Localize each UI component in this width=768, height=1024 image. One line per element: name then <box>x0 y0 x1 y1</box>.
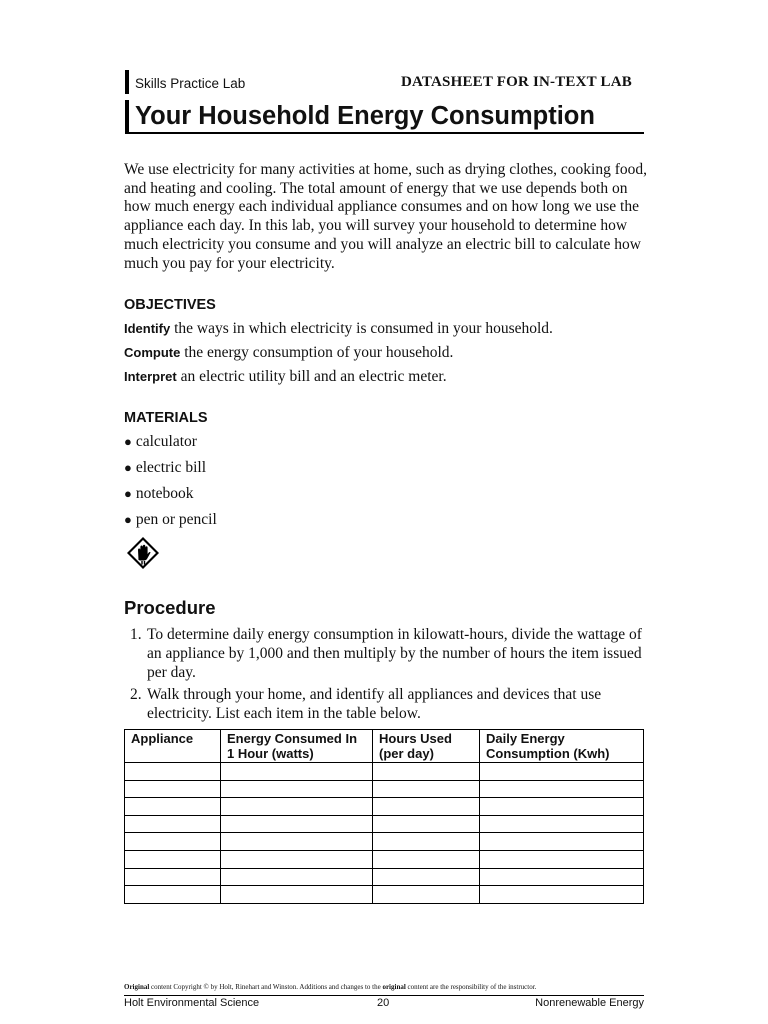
materials-heading: MATERIALS <box>124 410 208 426</box>
material-item <box>124 485 194 503</box>
column-header: Daily Energy Consumption (Kwh) <box>480 730 644 763</box>
table-cell[interactable] <box>125 886 221 904</box>
table-cell[interactable] <box>221 833 373 851</box>
material-label: notebook <box>135 485 194 502</box>
copyright-emphasis: original <box>382 983 406 991</box>
table-cell[interactable] <box>480 886 644 904</box>
table-cell[interactable] <box>373 850 480 868</box>
table-cell[interactable] <box>480 763 644 781</box>
material-item <box>124 433 197 451</box>
objective-verb: Interpret <box>124 369 177 384</box>
objective-item <box>124 368 447 386</box>
step-number: 1. <box>130 626 142 643</box>
table-header-row <box>125 730 644 763</box>
material-item <box>124 459 206 477</box>
column-header: Energy Consumed In 1 Hour (watts) <box>221 730 373 763</box>
table-cell[interactable] <box>221 868 373 886</box>
copyright-note <box>124 983 536 991</box>
table-cell[interactable] <box>125 850 221 868</box>
table-cell[interactable] <box>480 850 644 868</box>
table-cell[interactable] <box>125 868 221 886</box>
footer-chapter-title: Nonrenewable Energy <box>535 997 644 1009</box>
table-cell[interactable] <box>221 780 373 798</box>
intro-paragraph: We use electricity for many activities at home, such as drying clothes, cooking food, and heating and cooling. The total amount of energy that we use depends both on how much energy each individual appliance consumes and on how long we use the appliance each day. In this lab, you will survey your household to determine how much electricity you consume and you will analyze an electric bill to calculate how much you pay for your electricity. <box>124 161 648 272</box>
bullet-icon: ● <box>124 512 132 527</box>
energy-table <box>124 729 644 904</box>
objective-text: the energy consumption of your household. <box>180 344 454 361</box>
table-cell[interactable] <box>373 798 480 816</box>
objective-item <box>124 320 553 338</box>
table-row <box>125 780 644 798</box>
table-body <box>125 763 644 904</box>
bullet-icon: ● <box>124 460 132 475</box>
title-rule <box>125 132 644 134</box>
table-cell[interactable] <box>480 833 644 851</box>
bullet-icon: ● <box>124 486 132 501</box>
objective-text: an electric utility bill and an electric meter. <box>176 368 447 385</box>
table-cell[interactable] <box>480 815 644 833</box>
column-header: Appliance <box>125 730 221 763</box>
copyright-text: content Copyright © by Holt, Rinehart and Winston. Additions and changes to the <box>149 983 383 991</box>
footer-book-title: Holt Environmental Science <box>124 997 260 1009</box>
objectives-heading: OBJECTIVES <box>124 297 216 313</box>
table-cell[interactable] <box>125 763 221 781</box>
table-cell[interactable] <box>125 833 221 851</box>
table-cell[interactable] <box>480 780 644 798</box>
table-cell[interactable] <box>373 780 480 798</box>
datasheet-label: DATASHEET FOR IN-TEXT LAB <box>400 74 632 90</box>
table-cell[interactable] <box>221 850 373 868</box>
table-row <box>125 798 644 816</box>
title-bar-mark <box>125 100 129 134</box>
step-text: To determine daily energy consumption in kilowatt-hours, divide the wattage of an appliance by 1,000 and then multiply by the number of hours the item issued per day. <box>147 626 642 681</box>
procedure-step <box>130 685 650 723</box>
table-cell[interactable] <box>373 815 480 833</box>
table-cell[interactable] <box>373 763 480 781</box>
step-number: 2. <box>130 686 142 703</box>
table-cell[interactable] <box>125 815 221 833</box>
hand-safety-icon <box>126 536 160 570</box>
header-bar-mark <box>125 70 129 94</box>
objective-verb: Identify <box>124 321 171 336</box>
table-cell[interactable] <box>373 868 480 886</box>
series-label: Skills Practice Lab <box>135 76 246 91</box>
material-label: electric bill <box>135 459 207 476</box>
table-row <box>125 886 644 904</box>
table-cell[interactable] <box>125 798 221 816</box>
procedure-heading: Procedure <box>124 597 216 618</box>
table-row <box>125 868 644 886</box>
table-cell[interactable] <box>221 815 373 833</box>
table-cell[interactable] <box>480 868 644 886</box>
objective-text: the ways in which electricity is consumed in your household. <box>170 320 553 337</box>
copyright-emphasis: Original <box>124 983 150 991</box>
table-row <box>125 850 644 868</box>
table-cell[interactable] <box>221 798 373 816</box>
step-text: Walk through your home, and identify all appliances and devices that use electricity. List each item in the table below. <box>147 686 602 722</box>
material-label: calculator <box>135 433 197 450</box>
bullet-icon: ● <box>124 434 132 449</box>
table-cell[interactable] <box>221 763 373 781</box>
table-cell[interactable] <box>125 780 221 798</box>
page-title: Your Household Energy Consumption <box>135 102 595 130</box>
objective-item <box>124 344 453 362</box>
objective-verb: Compute <box>124 345 181 360</box>
procedure-step <box>130 625 650 682</box>
footer-page-number: 20 <box>377 997 390 1009</box>
material-label: pen or pencil <box>135 511 217 528</box>
footer-rule <box>124 995 644 996</box>
table-cell[interactable] <box>373 833 480 851</box>
copyright-text: content are the responsibility of the instructor. <box>405 983 537 991</box>
table-row <box>125 763 644 781</box>
column-header: Hours Used (per day) <box>373 730 480 763</box>
table-cell[interactable] <box>373 886 480 904</box>
table-cell[interactable] <box>480 798 644 816</box>
table-cell[interactable] <box>221 886 373 904</box>
material-item <box>124 511 217 529</box>
table-row <box>125 815 644 833</box>
table-row <box>125 833 644 851</box>
